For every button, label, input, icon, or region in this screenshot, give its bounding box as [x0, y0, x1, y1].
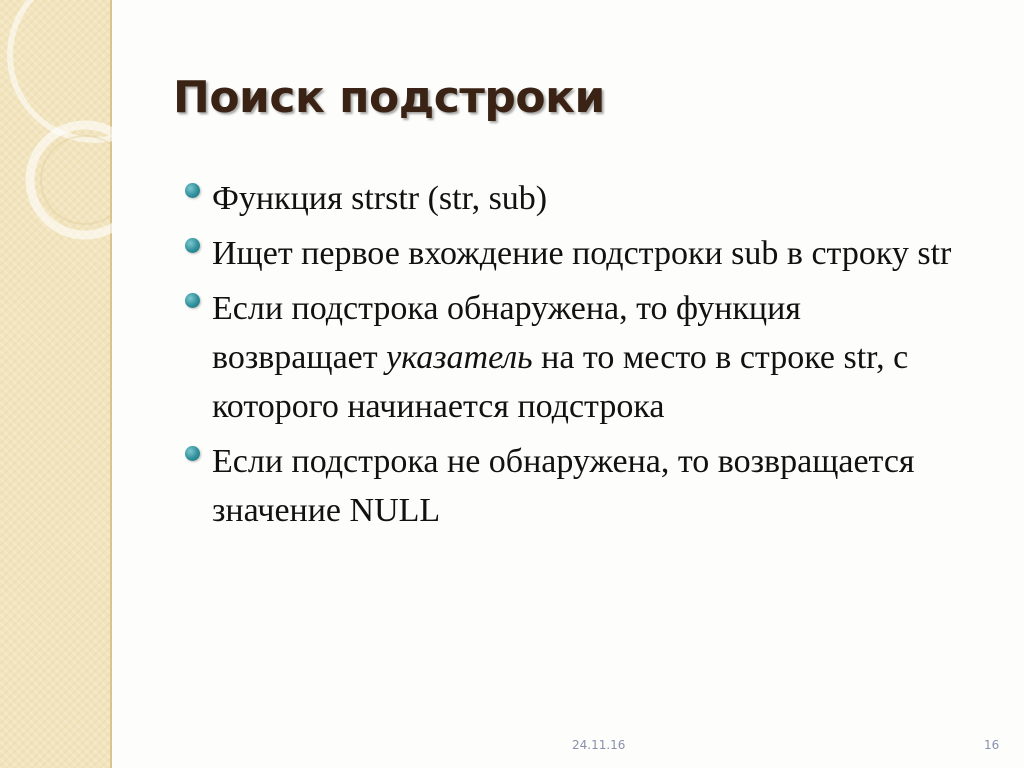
bullet-emphasis: указатель: [386, 339, 533, 376]
decorative-rings: [0, 0, 112, 768]
footer-date: 24.11.16: [572, 738, 626, 752]
bullet-text: Если подстрока не обнаружена, то возвращается значение NULL: [212, 443, 915, 529]
bullet-dot-icon: [185, 293, 200, 308]
bullet-item: [182, 174, 962, 223]
decorative-side-panel: [0, 0, 112, 768]
bullet-text-end: на то место в строке str, с которого начинается подстрока: [212, 339, 909, 425]
bullet-dot-icon: [185, 446, 200, 461]
slide-title: Поиск подстроки: [173, 72, 605, 123]
bullet-list: [182, 174, 962, 541]
bullet-dot-icon: [185, 238, 200, 253]
bullet-item: [182, 284, 962, 431]
bullet-text: Функция strstr (str, sub): [212, 180, 548, 217]
bullet-text-start: Если подстрока обнаружена, то функция возвращает: [212, 290, 801, 376]
bullet-item: [182, 229, 962, 278]
bullet-item: [182, 437, 962, 535]
bullet-dot-icon: [185, 183, 200, 198]
page-number: 16: [984, 738, 1000, 752]
bullet-text: Ищет первое вхождение подстроки sub в строку str: [212, 235, 952, 272]
